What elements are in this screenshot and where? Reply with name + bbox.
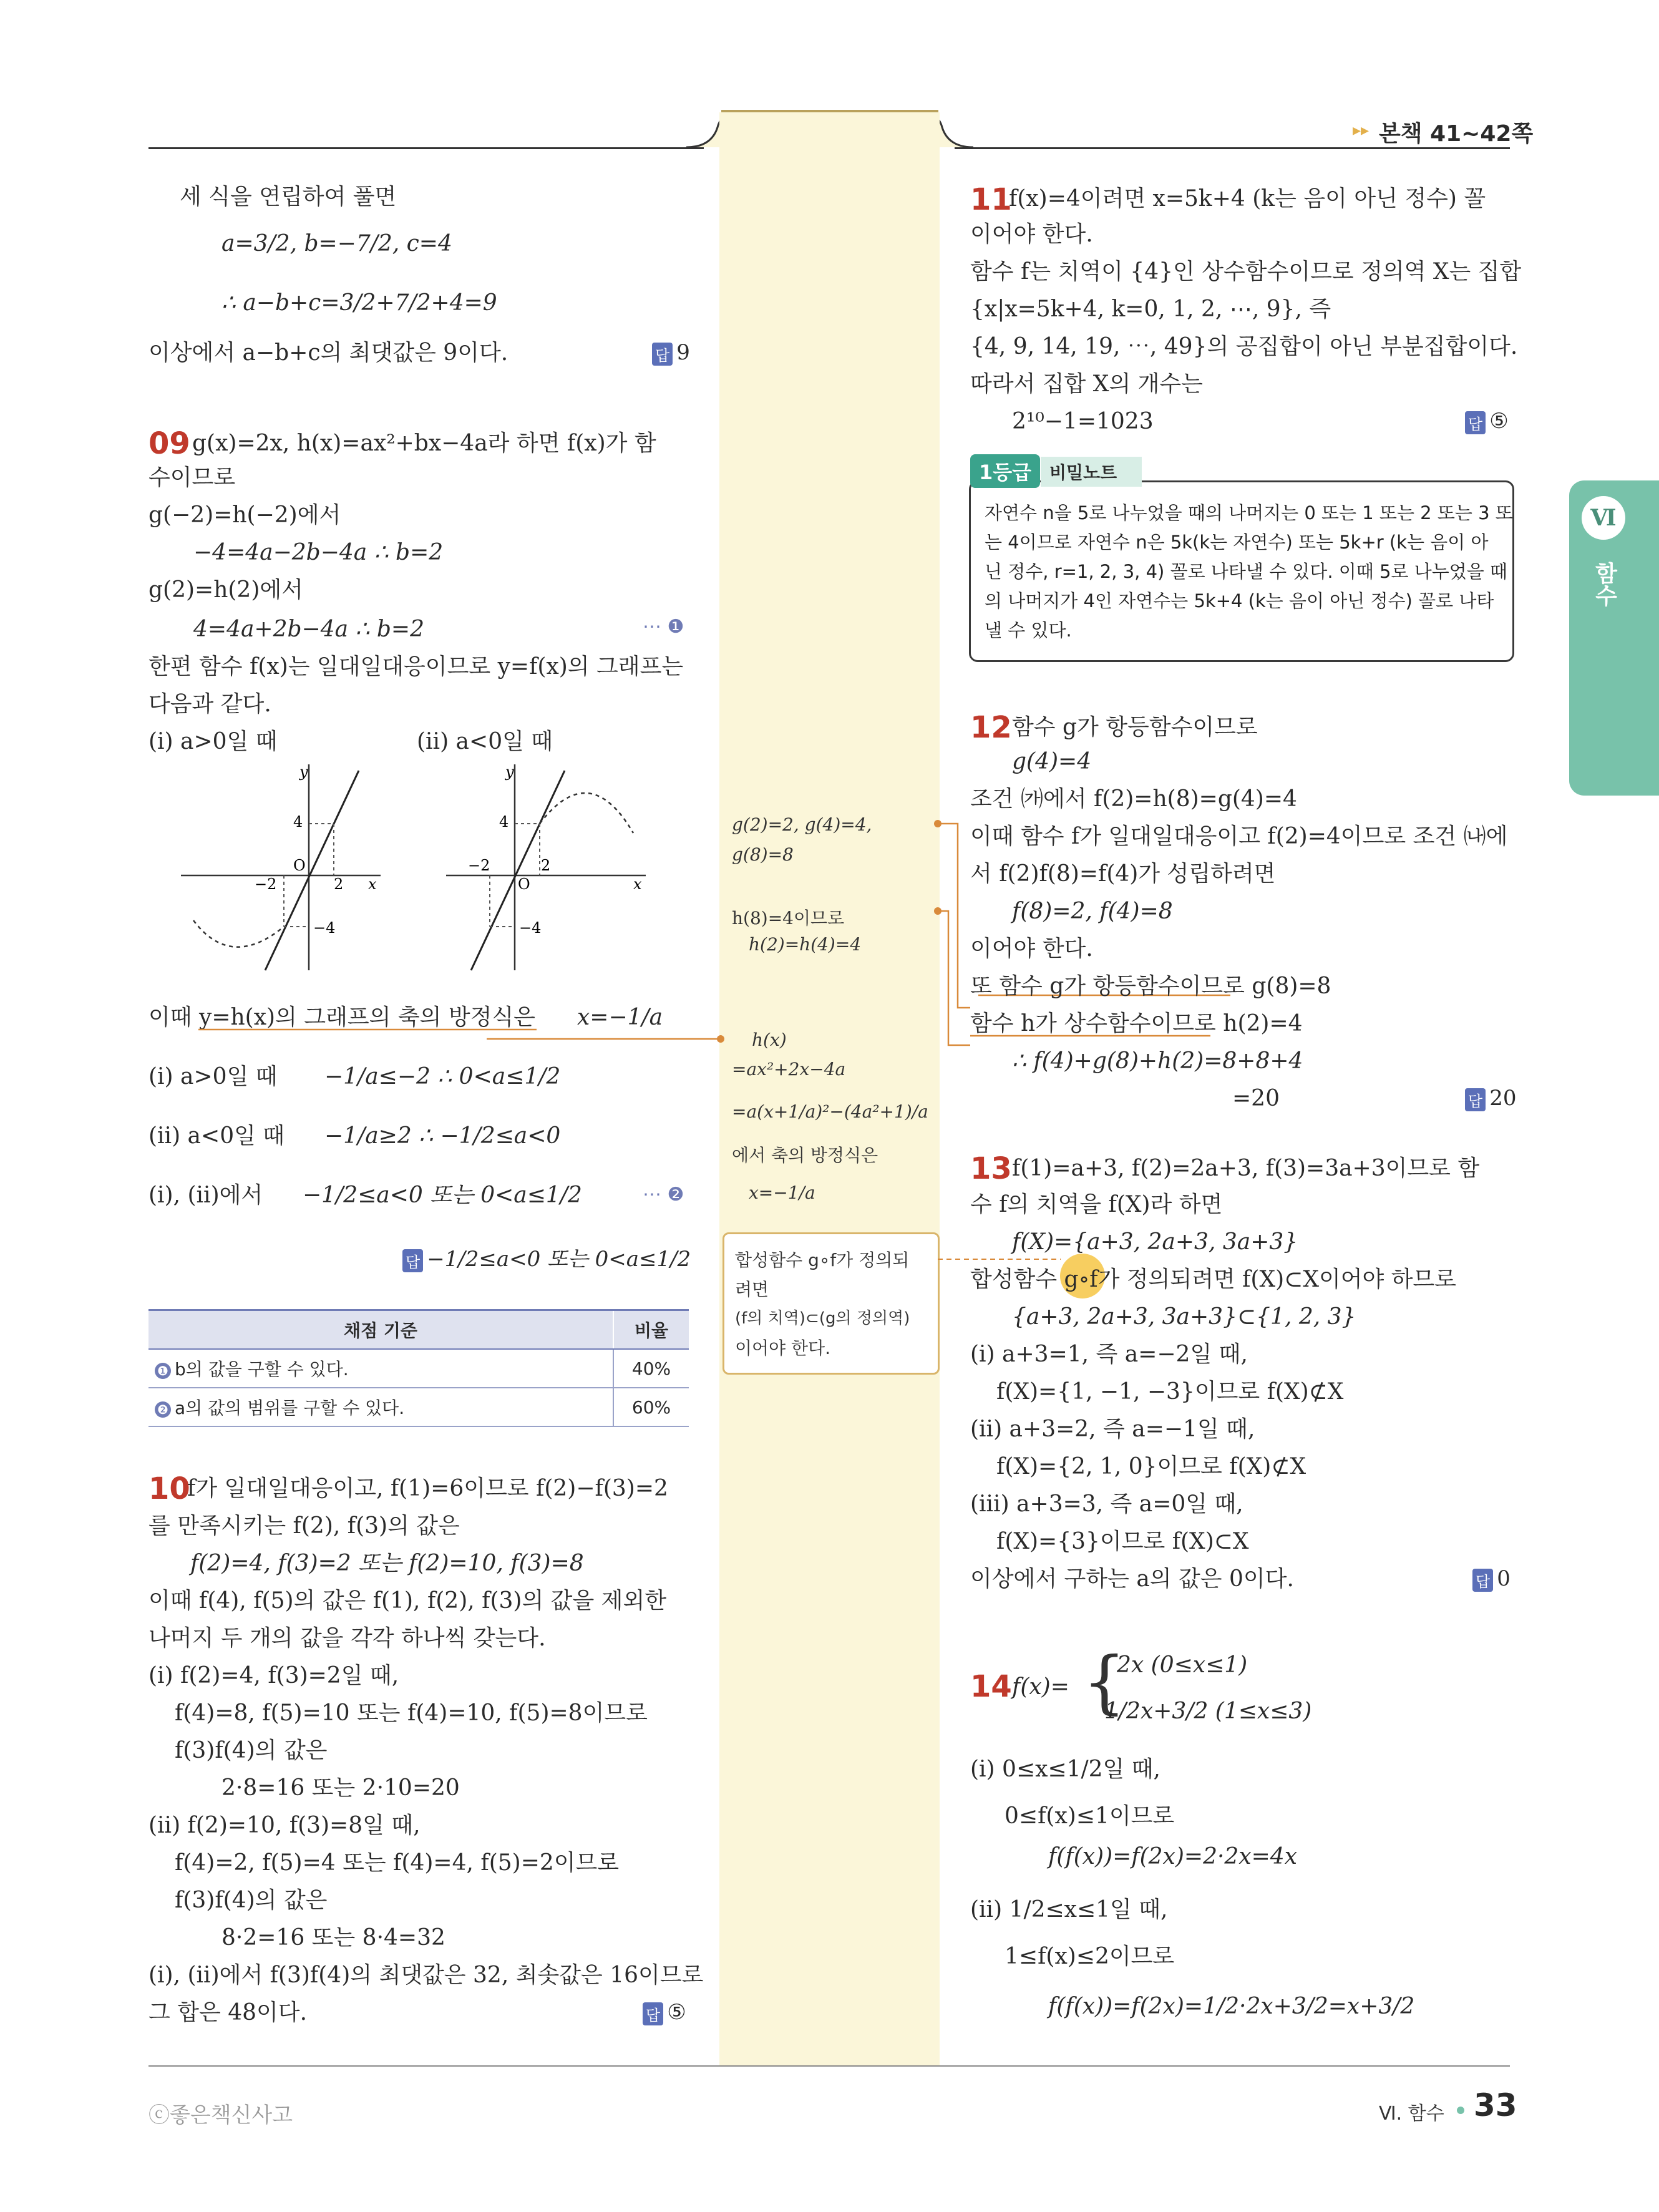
step-marker-icon: ❶ bbox=[155, 1363, 171, 1379]
text-line: 다음과 같다. bbox=[148, 691, 271, 717]
side-note-line: x=−1/a bbox=[749, 1182, 815, 1203]
text-line: 를 만족시키는 f(2), f(3)의 값은 bbox=[148, 1513, 460, 1539]
math-line: f(x)= bbox=[1012, 1674, 1069, 1700]
table-header-ratio: 비율 bbox=[613, 1310, 689, 1350]
text-line: f(1)=a+3, f(2)=2a+3, f(3)=3a+3이므로 함 bbox=[1012, 1156, 1480, 1181]
answer-mark bbox=[1472, 1566, 1511, 1592]
math-line: =20 bbox=[1232, 1086, 1280, 1111]
text-line: g(2)=h(2)에서 bbox=[148, 577, 303, 603]
axis-y-label: y bbox=[505, 764, 514, 781]
text-line: 이상에서 a−b+c의 최댓값은 9이다. bbox=[148, 340, 508, 366]
math-line: f(8)=2, f(4)=8 bbox=[1012, 899, 1173, 924]
tick-label: −2 bbox=[255, 875, 277, 893]
text-line: 또 함수 g가 항등함수이므로 g(8)=8 bbox=[970, 973, 1331, 999]
tick-label: −2 bbox=[468, 857, 490, 874]
side-note-line: 에서 축의 방정식은 bbox=[732, 1145, 878, 1166]
text-line: (ⅱ) a+3=2, 즉 a=−1일 때, bbox=[970, 1416, 1255, 1442]
math-line: ∴ f(4)+g(8)+h(2)=8+8+4 bbox=[1012, 1048, 1303, 1074]
math-line: f(2)=4, f(3)=2 또는 f(2)=10, f(3)=8 bbox=[190, 1551, 584, 1576]
math-line: f(f(x))=f(2x)=2·2x=4x bbox=[1048, 1844, 1298, 1869]
note-line: 닌 정수, r=1, 2, 3, 4) 꼴로 나타낼 수 있다. 이때 5로 나누었을 때 bbox=[985, 561, 1507, 582]
side-note-line: g(8)=8 bbox=[732, 844, 794, 865]
problem-number: 12 bbox=[970, 710, 1012, 745]
side-note-line: 려면 bbox=[735, 1279, 769, 1300]
text-line: {4, 9, 14, 19, ⋯, 49}의 공집합이 아닌 부분집합이다. bbox=[970, 334, 1518, 359]
answer-value: 20 bbox=[1489, 1086, 1517, 1111]
tick-label: 2 bbox=[334, 875, 344, 893]
text-line: f(3)f(4)의 값은 bbox=[175, 1738, 328, 1763]
math-line: f(X)={3}이므로 f(X)⊂X bbox=[996, 1529, 1249, 1554]
text-line: (ⅰ) 0≤x≤1/2일 때, bbox=[970, 1756, 1160, 1782]
answer-value: 9 bbox=[676, 340, 690, 365]
problem-number: 11 bbox=[970, 182, 1012, 217]
axis-x-label: x bbox=[368, 875, 377, 893]
side-note-line: =a(x+1/a)²−(4a²+1)/a bbox=[732, 1101, 928, 1122]
text-line: (ⅰ) f(2)=4, f(3)=2일 때, bbox=[148, 1663, 399, 1688]
note-line: 의 나머지가 4인 자연수는 5k+4 (k는 음이 아닌 정수) 꼴로 나타 bbox=[985, 590, 1494, 611]
note-line: 낼 수 있다. bbox=[985, 620, 1072, 641]
page-number: 33 bbox=[1474, 2087, 1517, 2123]
tick-label: 4 bbox=[499, 813, 509, 831]
math-line: f(X)={a+3, 2a+3, 3a+3} bbox=[1012, 1229, 1298, 1255]
note-line: 는 4이므로 자연수 n은 5k(k는 자연수) 또는 5k+r (k는 음이 아 bbox=[985, 532, 1489, 553]
math-line: 8·2=16 또는 8·4=32 bbox=[221, 1925, 445, 1951]
text-line: 이어야 한다. bbox=[970, 222, 1093, 247]
problem-number: 13 bbox=[970, 1151, 1012, 1186]
math-line: 2¹⁰−1=1023 bbox=[1012, 409, 1154, 434]
text-line: (ⅰ), (ⅱ)에서 f(3)f(4)의 최댓값은 32, 최솟값은 16이므로 bbox=[148, 1962, 704, 1988]
text-line: (ⅱ) 1/2≤x≤1일 때, bbox=[970, 1897, 1168, 1922]
answer-value: ⑤ bbox=[1489, 409, 1509, 434]
text-line: (ⅲ) a+3=3, 즉 a=0일 때, bbox=[970, 1491, 1243, 1517]
tick-label: 2 bbox=[541, 857, 551, 874]
math-line: −1/a≥2 ∴ −1/2≤a<0 bbox=[324, 1123, 561, 1149]
side-note-line: h(8)=4이므로 bbox=[732, 908, 845, 928]
math-line: g(4)=4 bbox=[1012, 749, 1092, 774]
problem-number: 14 bbox=[970, 1669, 1012, 1704]
math-line: {a+3, 2a+3, 3a+3}⊂{1, 2, 3} bbox=[1012, 1304, 1356, 1330]
text-line: 수이므로 bbox=[148, 465, 236, 490]
math-line: 2·8=16 또는 2·10=20 bbox=[221, 1775, 460, 1801]
criteria-text: a의 값의 범위를 구할 수 있다. bbox=[175, 1398, 405, 1418]
text-line: f가 일대일대응이고, f(1)=6이므로 f(2)−f(3)=2 bbox=[187, 1476, 668, 1501]
criteria-text: b의 값을 구할 수 있다. bbox=[175, 1359, 349, 1380]
answer-value: ⑤ bbox=[667, 2000, 686, 2025]
text-line: f(3)f(4)의 값은 bbox=[175, 1888, 328, 1913]
step-marker-icon: ❷ bbox=[155, 1401, 171, 1418]
math-line: 1/2x+3/2 (1≤x≤3) bbox=[1104, 1698, 1312, 1724]
answer-value: 0 bbox=[1497, 1566, 1511, 1591]
problem-number: 10 bbox=[148, 1471, 190, 1506]
text-line: 이상에서 구하는 a의 값은 0이다. bbox=[970, 1566, 1294, 1592]
answer-icon: 답 bbox=[1465, 411, 1486, 434]
tick-label: −4 bbox=[313, 919, 336, 937]
math-line: ∴ a−b+c=3/2+7/2+4=9 bbox=[221, 290, 497, 316]
note-title: 비밀노트 bbox=[1041, 457, 1142, 487]
text-line: 한편 함수 f(x)는 일대일대응이므로 y=f(x)의 그래프는 bbox=[148, 654, 684, 680]
text-line: 이어야 한다. bbox=[970, 936, 1093, 962]
answer-icon: 답 bbox=[643, 2002, 663, 2025]
step-marker: ⋯ ❷ bbox=[643, 1184, 684, 1206]
side-note-line: (f의 치역)⊂(g의 정의역) bbox=[735, 1309, 910, 1328]
math-line: f(X)={2, 1, 0}이므로 f(X)⊄X bbox=[996, 1454, 1306, 1479]
footer-line bbox=[148, 2065, 1510, 2067]
grade-badge: 1등급 bbox=[970, 454, 1040, 488]
math-line: f(X)={1, −1, −3}이므로 f(X)⊄X bbox=[996, 1379, 1344, 1405]
chapter-roman-badge: Ⅵ bbox=[1582, 496, 1625, 540]
text-line: 이때 f(4), f(5)의 값은 f(1), f(2), f(3)의 값을 제외한 bbox=[148, 1588, 667, 1614]
answer-mark bbox=[1465, 409, 1509, 434]
text-line: 세 식을 연립하여 풀면 bbox=[180, 184, 397, 210]
text-line: 수 f의 치역을 f(X)라 하면 bbox=[970, 1192, 1223, 1217]
text-line: 이때 y=h(x)의 그래프의 축의 방정식은 bbox=[148, 1005, 535, 1030]
text-line: 나머지 두 개의 값을 각각 하나씩 갖는다. bbox=[148, 1625, 546, 1651]
text-line: (ⅰ), (ⅱ)에서 bbox=[148, 1182, 263, 1208]
math-line: −1/2≤a<0 또는 0<a≤1/2 bbox=[303, 1182, 582, 1208]
answer-icon: 답 bbox=[1472, 1569, 1493, 1592]
side-note-line: =ax²+2x−4a bbox=[732, 1059, 846, 1079]
text-line: 그 합은 48이다. bbox=[148, 2000, 308, 2025]
math-line: 2x (0≤x≤1) bbox=[1117, 1652, 1248, 1678]
tick-label: −4 bbox=[519, 919, 542, 937]
math-line: f(4)=8, f(5)=10 또는 f(4)=10, f(5)=8이므로 bbox=[175, 1700, 648, 1726]
axis-y-label: y bbox=[299, 764, 308, 781]
footer-section: Ⅵ. 함수 bbox=[1379, 2103, 1444, 2125]
chapter-label: 함수 bbox=[1592, 562, 1617, 607]
text-line: (ⅰ) a+3=1, 즉 a=−2일 때, bbox=[970, 1342, 1248, 1367]
math-line: 0≤f(x)≤1이므로 bbox=[1005, 1803, 1175, 1829]
text-line: 함수 g가 항등함수이므로 bbox=[1012, 714, 1258, 740]
side-note-line: 합성함수 g∘f가 정의되 bbox=[735, 1250, 910, 1270]
header-arrows: ▸▸ bbox=[1353, 121, 1370, 140]
text-line: g(x)=2x, h(x)=ax²+bx−4a라 하면 f(x)가 함 bbox=[192, 431, 656, 456]
math-line: f(f(x))=f(2x)=1/2·2x+3/2=x+3/2 bbox=[1048, 1994, 1415, 2019]
math-line: {x|x=5k+4, k=0, 1, 2, ⋯, 9}, 즉 bbox=[970, 296, 1331, 322]
answer-icon: 답 bbox=[652, 343, 673, 366]
origin-label: O bbox=[518, 875, 530, 893]
text-line: 합성함수 g∘f가 정의되려면 f(X)⊂X이어야 하므로 bbox=[970, 1267, 1457, 1292]
ratio-cell: 60% bbox=[613, 1388, 689, 1426]
math-line: −1/a≤−2 ∴ 0<a≤1/2 bbox=[324, 1064, 561, 1089]
text-line: 서 f(2)f(8)=f(4)가 성립하려면 bbox=[970, 861, 1276, 887]
side-note-line: 이어야 한다. bbox=[735, 1338, 831, 1358]
text-line: 이때 함수 f가 일대일대응이고 f(2)=4이므로 조건 ㈏에 bbox=[970, 824, 1508, 849]
text-line: 조건 ㈎에서 f(2)=h(8)=g(4)=4 bbox=[970, 786, 1297, 812]
problem-number: 09 bbox=[148, 426, 190, 461]
text-line: (ⅰ) a>0일 때 bbox=[148, 729, 278, 754]
footer-copyright: ⓒ좋은책신사고 bbox=[148, 2103, 293, 2128]
footer-dot bbox=[1457, 2107, 1464, 2114]
math-line: x=−1/a bbox=[577, 1005, 663, 1030]
side-note-line: h(x) bbox=[752, 1030, 787, 1050]
math-line: a=3/2, b=−7/2, c=4 bbox=[221, 231, 452, 256]
answer-icon: 답 bbox=[402, 1249, 423, 1272]
ratio-cell: 40% bbox=[613, 1349, 689, 1388]
text-line: (ⅱ) a<0일 때 bbox=[417, 729, 553, 754]
text-line: (ⅰ) a>0일 때 bbox=[148, 1064, 278, 1089]
text-line: (ⅱ) a<0일 때 bbox=[148, 1123, 285, 1149]
text-line: g(−2)=h(−2)에서 bbox=[148, 502, 341, 528]
math-line: 4=4a+2b−4a ∴ b=2 bbox=[193, 616, 424, 642]
math-line: 1≤f(x)≤2이므로 bbox=[1005, 1944, 1175, 1969]
side-note-line: g(2)=2, g(4)=4, bbox=[732, 814, 872, 835]
side-note-line: h(2)=h(4)=4 bbox=[749, 934, 862, 955]
text-line: 따라서 집합 X의 개수는 bbox=[970, 371, 1203, 397]
piecewise-brace: { bbox=[1082, 1642, 1126, 1722]
text-line: f(x)=4이려면 x=5k+4 (k는 음이 아닌 정수) 꼴 bbox=[1009, 186, 1486, 212]
answer-mark bbox=[1465, 1086, 1516, 1111]
math-line: −4=4a−2b−4a ∴ b=2 bbox=[193, 540, 444, 565]
text-line: 함수 h가 상수함수이므로 h(2)=4 bbox=[970, 1011, 1303, 1036]
step-marker: ⋯ ❶ bbox=[643, 616, 684, 638]
answer-value: −1/2≤a<0 또는 0<a≤1/2 bbox=[427, 1247, 691, 1272]
text-line: (ⅱ) f(2)=10, f(3)=8일 때, bbox=[148, 1813, 421, 1838]
origin-label: O bbox=[293, 857, 306, 874]
axis-x-label: x bbox=[633, 875, 642, 893]
answer-icon: 답 bbox=[1465, 1088, 1486, 1111]
text-line: 함수 f는 치역이 {4}인 상수함수이므로 정의역 X는 집합 bbox=[970, 259, 1522, 285]
tick-label: 4 bbox=[293, 813, 303, 831]
table-header-criteria: 채점 기준 bbox=[148, 1310, 613, 1350]
header-page-ref: 본책 41~42쪽 bbox=[1379, 121, 1534, 147]
math-line: f(4)=2, f(5)=4 또는 f(4)=4, f(5)=2이므로 bbox=[175, 1850, 620, 1876]
note-line: 자연수 n을 5로 나누었을 때의 나머지는 0 또는 1 또는 2 또는 3 또 bbox=[985, 502, 1513, 524]
